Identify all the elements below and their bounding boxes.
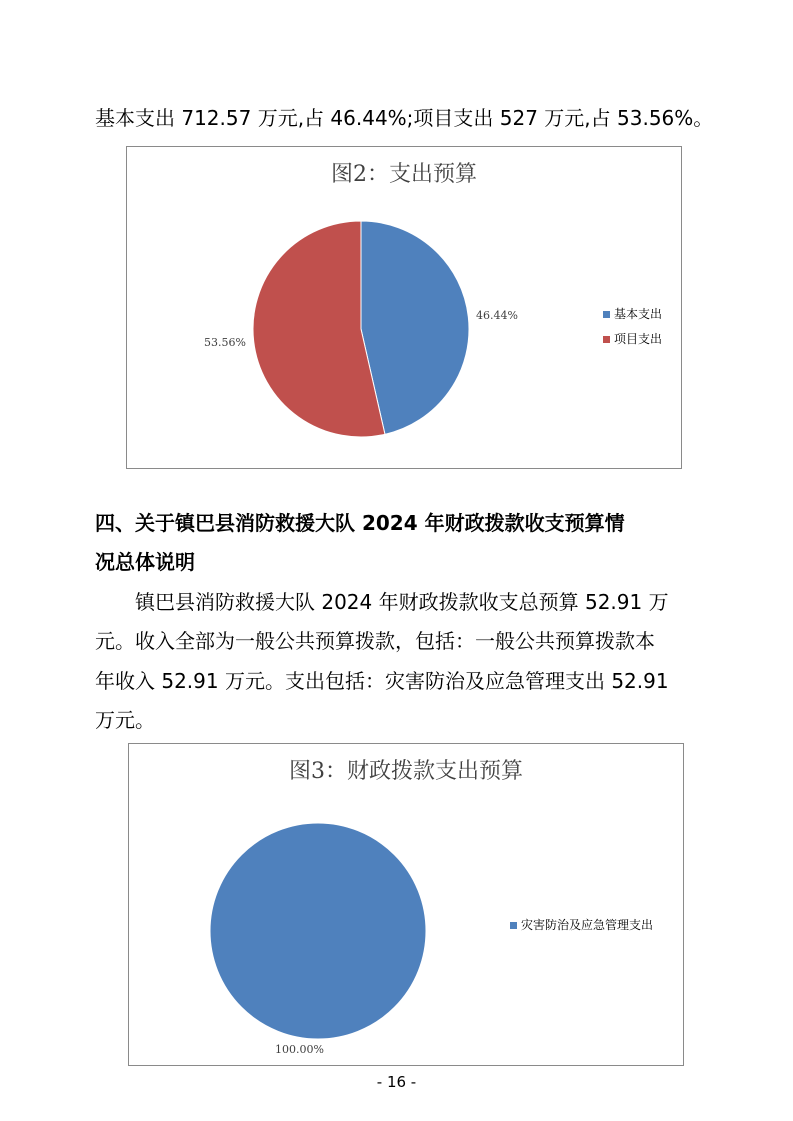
chart-2-legend-swatch-1: [603, 336, 610, 343]
chart-2-legend-1: 项目支出: [614, 332, 663, 346]
section-4-heading-2: 况总体说明: [95, 550, 195, 574]
section-4-heading-1: 四、关于镇巴县消防救援大队 2024 年财政拨款收支预算情: [95, 511, 625, 535]
section-4-para-2: 元。收入全部为一般公共预算拨款，包括：一般公共预算拨款本: [95, 629, 655, 653]
section-4-para-3: 年收入 52.91 万元。支出包括：灾害防治及应急管理支出 52.91: [95, 669, 669, 693]
chart-2: [126, 146, 682, 469]
chart-3-label-0: 100.00%: [275, 1043, 324, 1056]
chart-3-slice-0: [210, 823, 426, 1039]
chart-2-label-1: 53.56%: [204, 336, 246, 349]
chart-3-title: 图3：财政拨款支出预算: [289, 759, 523, 784]
chart-2-label-0: 46.44%: [476, 309, 518, 322]
chart-3-pie: [210, 823, 426, 1039]
chart-3: [128, 743, 684, 1066]
intro-text: 基本支出 712.57 万元,占 46.44%;项目支出 527 万元,占 53.56%。: [95, 106, 714, 130]
chart-3-legend-swatch-0: [510, 922, 517, 929]
chart-2-legend-swatch-0: [603, 311, 610, 318]
chart-2-pie: [253, 221, 469, 437]
section-4-para-4: 万元。: [95, 708, 155, 732]
page-number: - 16 -: [376, 1073, 417, 1091]
section-4-para-1: 镇巴县消防救援大队 2024 年财政拨款收支总预算 52.91 万: [135, 590, 669, 614]
chart-2-title: 图2：支出预算: [331, 162, 477, 187]
chart-3-legend-0: 灾害防治及应急管理支出: [521, 918, 654, 932]
chart-2-legend-0: 基本支出: [614, 307, 663, 321]
